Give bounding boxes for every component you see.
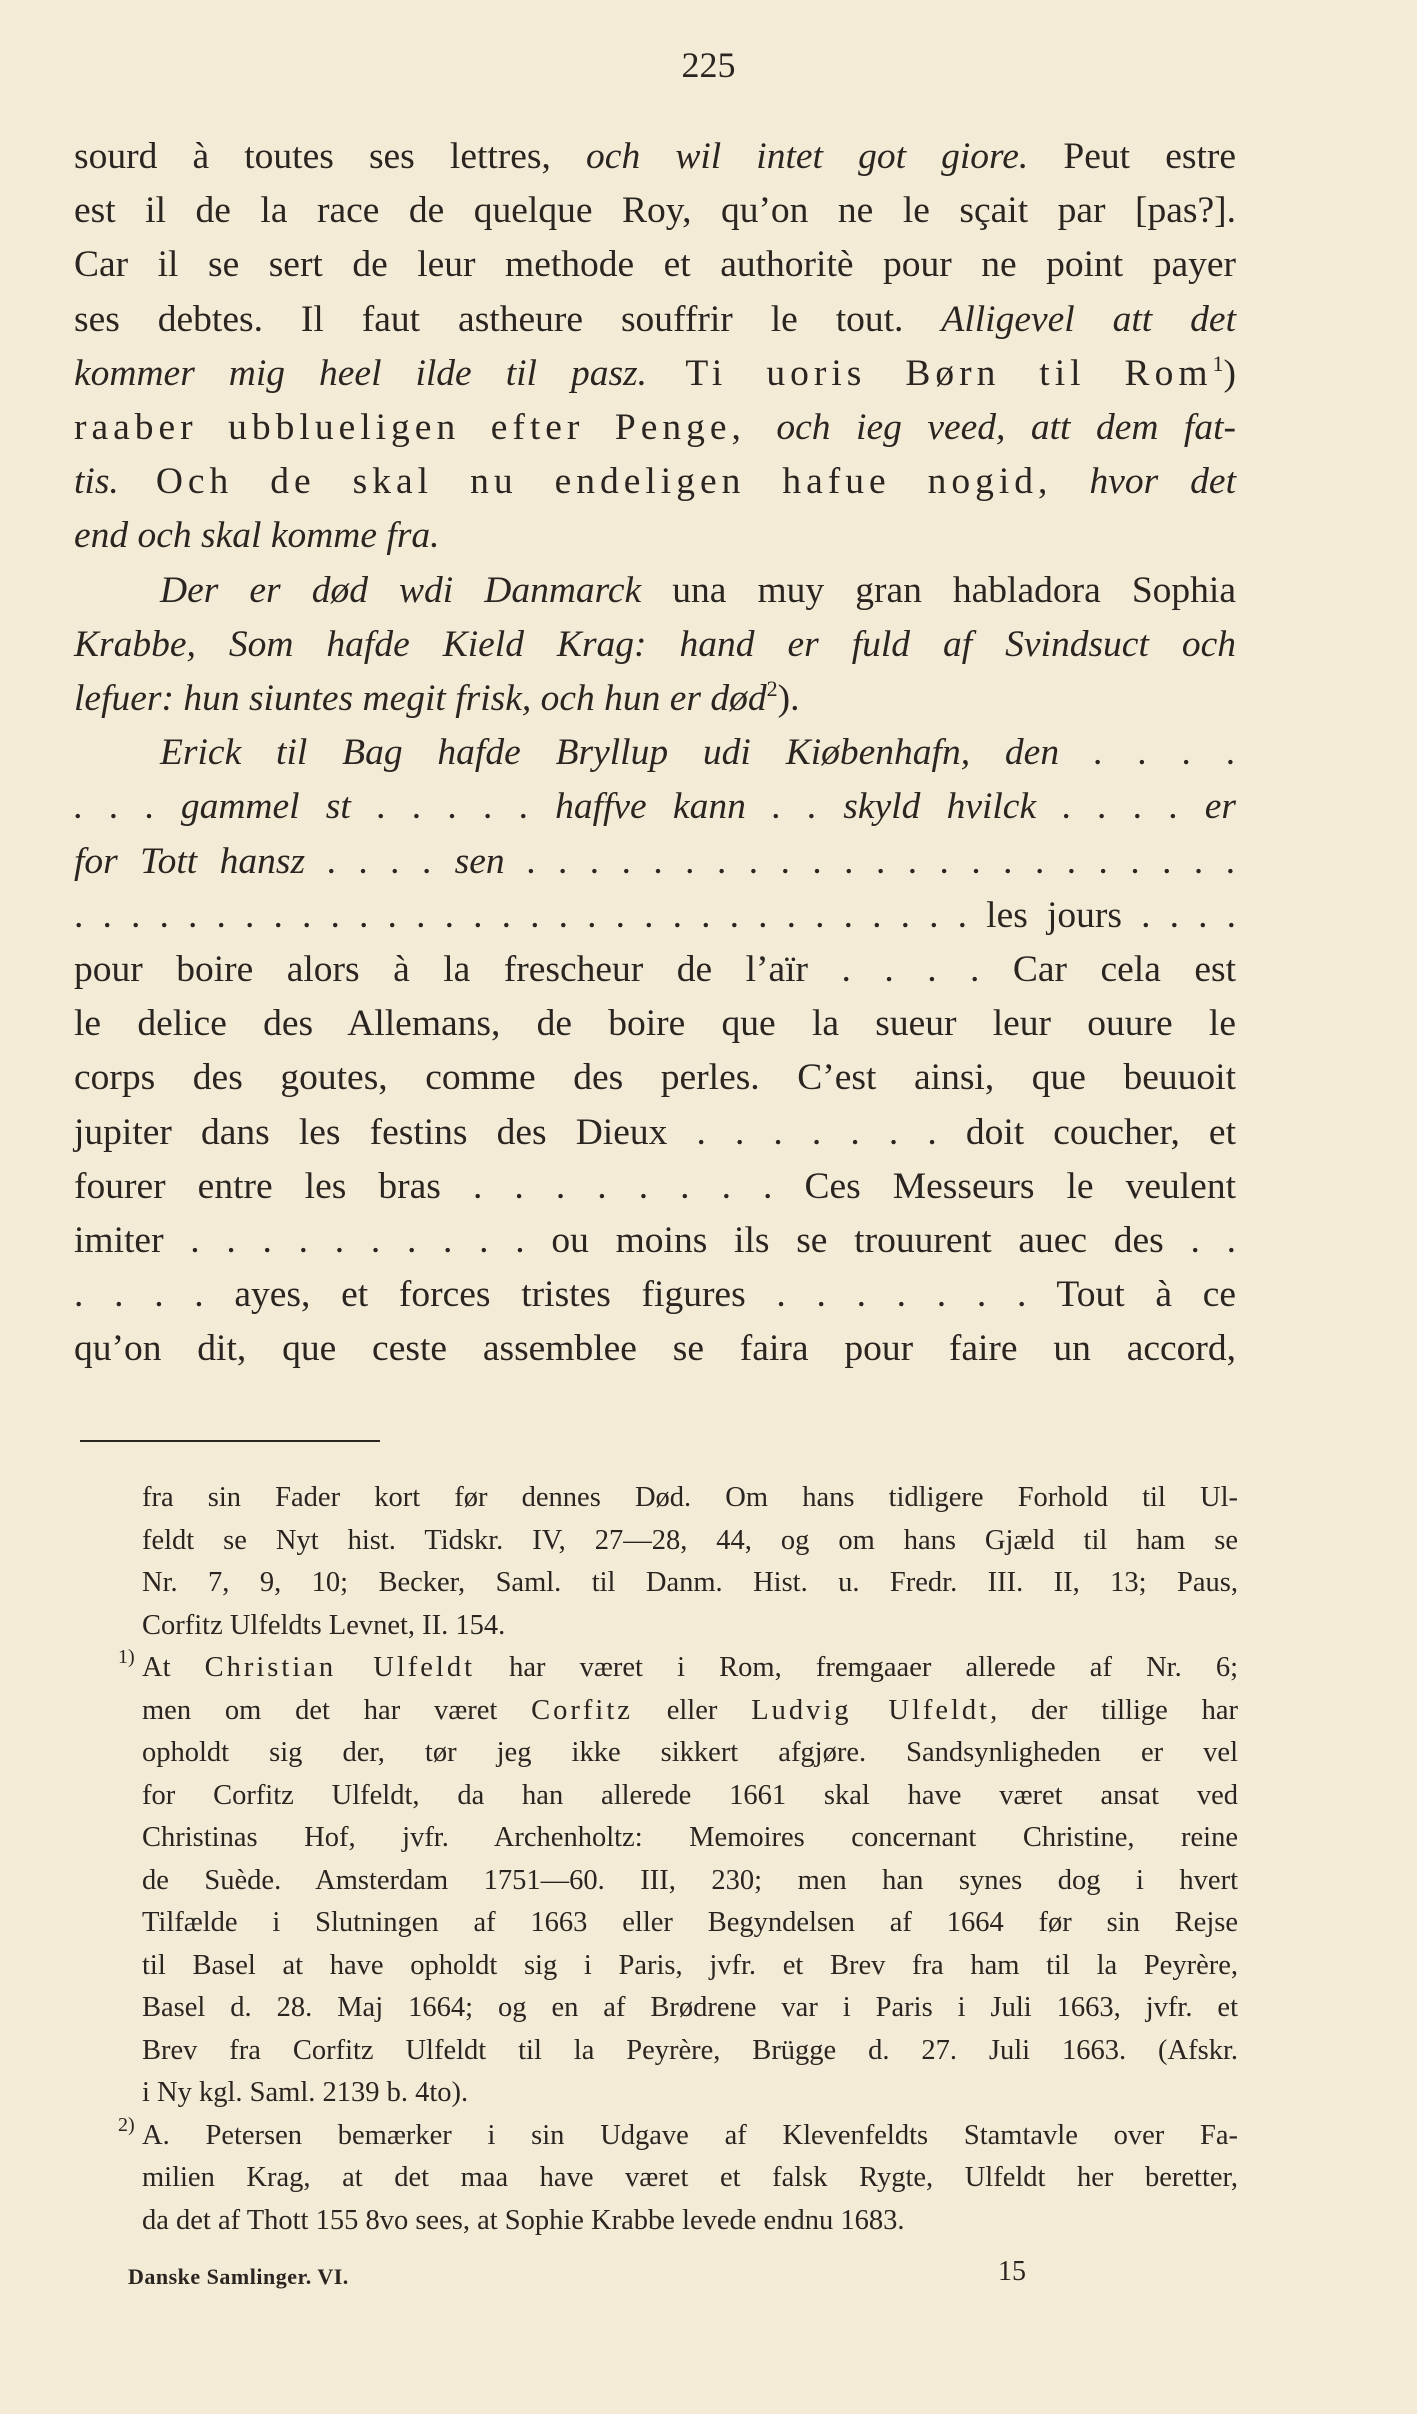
text-line: Erick til Bag hafde Bryllup udi Kiøbenhafn, den . . . . [160, 732, 1236, 774]
text-line: tis. Och de skal nu endeligen hafue nogid, hvor det [74, 461, 1236, 503]
text-line: end och skal komme fra. [74, 515, 440, 557]
footnote-line: for Corfitz Ulfeldt, da han allerede 1661 skal have været ansat ved [142, 1779, 1238, 1811]
sheet-number: 15 [998, 2256, 1026, 2287]
text-line: corps des goutes, comme des perles. C’est ainsi, que beuuoit [74, 1057, 1236, 1099]
text-line: for Tott hansz . . . . sen . . . . . . . . . . . . . . . . . . . . . . . [74, 840, 1236, 882]
text-line: Der er død wdi Danmarck una muy gran habladora Sophia [160, 569, 1236, 611]
footnote-mark: 2) [118, 2113, 135, 2136]
footnote-line: Corfitz Ulfeldts Levnet, II. 154. [142, 1609, 506, 1641]
footnote-line: Basel d. 28. Maj 1664; og en af Brødrene var i Paris i Juli 1663, jvfr. et [142, 1992, 1238, 2023]
text-line: sourd à toutes ses lettres, och wil intet got giore. Peut estre [74, 136, 1236, 177]
footnote-line: Christinas Hof, jvfr. Archenholtz: Memoires concernant Christine, reine [142, 1822, 1238, 1853]
text-line: kommer mig heel ilde til pasz. Ti uoris Børn til Rom$^1$) [74, 350, 1236, 394]
page-number: 225 [681, 45, 736, 85]
footnote-line: milien Krag, at det maa have været et falsk Rygte, Ulfeldt her beretter, [142, 2162, 1238, 2193]
letter-text [74, 130, 1236, 1377]
footnote-ref: 2 [766, 676, 778, 702]
text-line: pour boire alors à la frescheur de l’aïr . . . . Car cela est [74, 949, 1236, 991]
footnote-ref: 1 [1212, 350, 1224, 376]
footnote-line: feldt se Nyt hist. Tidskr. IV, 27—28, 44, og om hans Gjæld til ham se [142, 1524, 1238, 1556]
text-line: qu’on dit, que ceste assemblee se faira pour faire un accord, [74, 1328, 1236, 1370]
text-line: lefuer: hun siuntes megit frisk, och hun er død$^2$). [74, 676, 800, 720]
text-line: jupiter dans les festins des Dieux . . . . . . . doit coucher, et [74, 1111, 1236, 1153]
text-line: . . . gammel st . . . . . haffve kann . . skyld hvilck . . . . er [74, 786, 1236, 828]
footnotes [118, 1477, 1238, 2242]
footnote-line: de Suède. Amsterdam 1751—60. III, 230; men han synes dog i hvert [142, 1864, 1238, 1896]
footnote-line: til Basel at have opholdt sig i Paris, jvfr. et Brev fra ham til la Peyrère, [142, 1949, 1238, 1981]
footnote-mark: 1) [118, 1646, 135, 1668]
footnote-line: Tilfælde i Slutningen af 1663 eller Begyndelsen af 1664 før sin Rejse [142, 1907, 1238, 1938]
text-line: . . . . . . . . . . . . . . . . . . . . . . . . . . . . . . . . les jours . . . . [74, 894, 1236, 936]
text-line: raaber ubblueligen efter Penge, och ieg veed, att dem fat- [74, 407, 1237, 449]
text-line: Car il se sert de leur methode et authoritè pour ne point payer [74, 244, 1236, 286]
text-line: le delice des Allemans, de boire que la sueur leur ouure le [74, 1003, 1236, 1045]
text-line: est il de la race de quelque Roy, qu’on ne le sçait par [pas?]. [74, 190, 1236, 232]
footnote-line: opholdt sig der, tør jeg ikke sikkert afgjøre. Sandsynligheden er vel [142, 1737, 1238, 1768]
text-line: ses debtes. Il faut astheure souffrir le tout. Alligevel att det [74, 298, 1236, 340]
footnote-line: 1) At Christian Ulfeldt har været i Rom, fremgaaer allerede af Nr. 6; [118, 1646, 1238, 1683]
footnote-line: Nr. 7, 9, 10; Becker, Saml. til Danm. Hist. u. Fredr. III. II, 13; Paus, [142, 1567, 1238, 1598]
text-line: Krabbe, Som hafde Kield Krag: hand er fuld af Svindsuct och [74, 623, 1236, 665]
footnote-line: Brev fra Corfitz Ulfeldt til la Peyrère, Brügge d. 27. Juli 1663. (Afskr. [142, 2034, 1238, 2066]
footnote-divider [80, 1440, 380, 1442]
text-line: imiter . . . . . . . . . . ou moins ils se trouurent auec des . . [74, 1220, 1236, 1262]
footnote-line: men om det har været Corfitz eller Ludvig Ulfeldt, der tillige har [142, 1694, 1238, 1726]
footnote-line: 2) A. Petersen bemærker i sin Udgave af Klevenfeldts Stamtavle over Fa- [118, 2113, 1238, 2151]
printer-signature: Danske Samlinger. VI. [128, 2264, 349, 2289]
text-line: fourer entre les bras . . . . . . . . Ces Messeurs le veulent [74, 1165, 1236, 1207]
footnote-line: da det af Thott 155 8vo sees, at Sophie Krabbe levede endnu 1683. [142, 2204, 905, 2236]
text-line: . . . . ayes, et forces tristes figures . . . . . . . Tout à ce [74, 1274, 1236, 1316]
footnote-line: fra sin Fader kort før dennes Død. Om hans tidligere Forhold til Ul- [142, 1482, 1238, 1513]
footnote-line: i Ny kgl. Saml. 2139 b. 4to). [142, 2077, 469, 2108]
